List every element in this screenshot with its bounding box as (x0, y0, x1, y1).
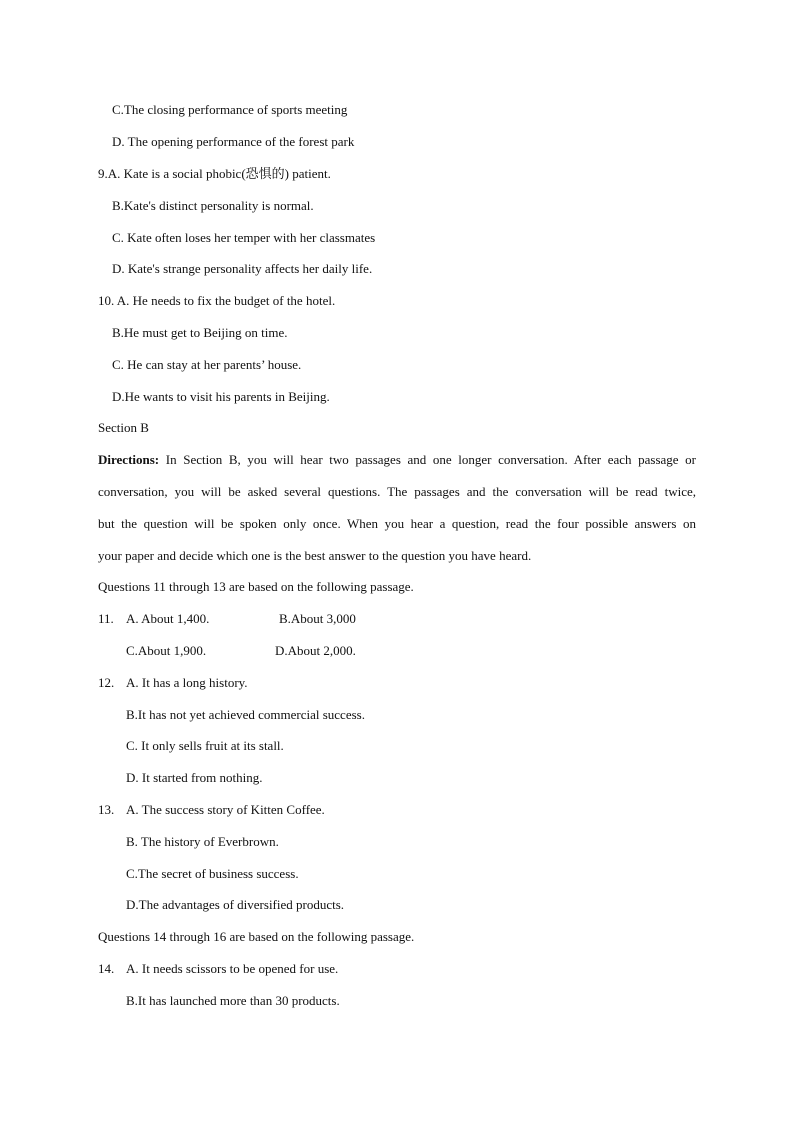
q10-option-b: B.He must get to Beijing on time. (112, 325, 288, 340)
q14-option-b: B.It has launched more than 30 products. (126, 993, 340, 1008)
q11-option-c: C.About 1,900. (126, 643, 207, 658)
q12-option-d: D. It started from nothing. (126, 770, 263, 785)
q12-option-c: C. It only sells fruit at its stall. (126, 738, 284, 753)
q9-option-a: 9.A. Kate is a social phobic(恐惧的) patient. (98, 166, 331, 181)
q10-option-a: 10. A. He needs to fix the budget of the hotel. (98, 293, 336, 308)
q12-number: 12. (98, 675, 115, 690)
q9-option-d: D. Kate's strange personality affects her daily life. (112, 261, 373, 276)
directions-line-3: but the question will be spoken only once. When you hear a question, read the four possible answers on (98, 516, 696, 531)
q8-option-c: C.The closing performance of sports meeting (112, 102, 348, 117)
directions-line-4: your paper and decide which one is the best answer to the question you have heard. (98, 548, 532, 563)
q14-option-a: A. It needs scissors to be opened for use. (126, 961, 339, 976)
q14-number: 14. (98, 961, 115, 976)
q13-option-b: B. The history of Everbrown. (126, 834, 279, 849)
q12-option-b: B.It has not yet achieved commercial success. (126, 707, 365, 722)
q9-option-c: C. Kate often loses her temper with her classmates (112, 230, 376, 245)
directions-line-2: conversation, you will be asked several questions. The passages and the conversation will be read twice, (98, 484, 696, 499)
directions-text-1: In Section B, you will hear two passages and one longer conversation. After each passage or (165, 452, 697, 467)
q11-option-b: B.About 3,000 (279, 611, 356, 626)
q9-option-b: B.Kate's distinct personality is normal. (112, 198, 314, 213)
q12-option-a: A. It has a long history. (126, 675, 248, 690)
q13-option-c: C.The secret of business success. (126, 866, 299, 881)
q10-option-d: D.He wants to visit his parents in Beijing. (112, 389, 330, 404)
q11-number: 11. (98, 611, 114, 626)
section-b-title: Section B (98, 420, 149, 435)
q13-option-d: D.The advantages of diversified products. (126, 897, 345, 912)
q10-option-c: C. He can stay at her parents’ house. (112, 357, 302, 372)
q13-option-a: A. The success story of Kitten Coffee. (126, 802, 325, 817)
q11-option-a: A. About 1,400. (126, 611, 210, 626)
directions-line-1 (98, 451, 696, 469)
q11-option-d: D.About 2,000. (275, 643, 356, 658)
passage-1-intro: Questions 11 through 13 are based on the following passage. (98, 579, 414, 594)
q13-number: 13. (98, 802, 115, 817)
q8-option-d: D. The opening performance of the forest park (112, 134, 355, 149)
passage-2-intro: Questions 14 through 16 are based on the following passage. (98, 929, 415, 944)
directions-label: Directions: (98, 452, 160, 467)
